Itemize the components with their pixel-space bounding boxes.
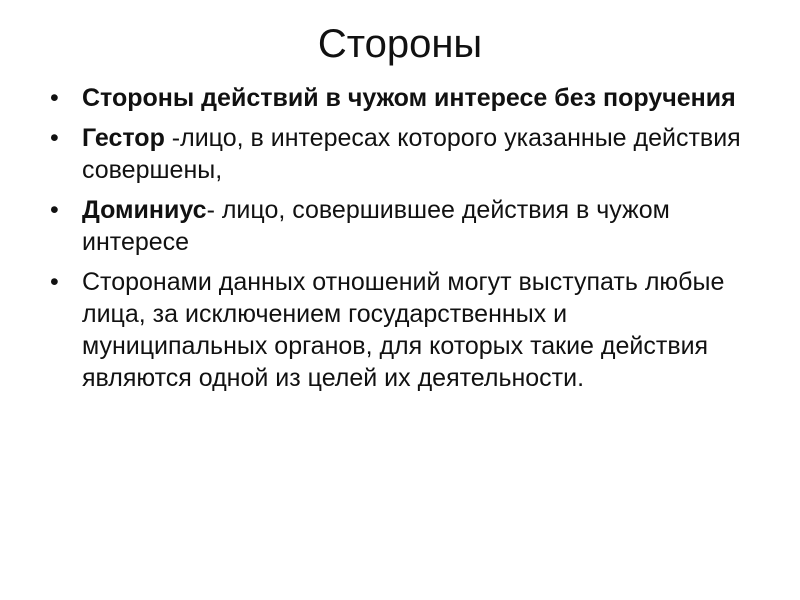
term-gestor: Гестор <box>82 124 165 152</box>
definition-dominius: - лицо, совершившее действия в чужом интересе <box>82 196 670 256</box>
bullet-icon: • <box>50 124 59 152</box>
bullet-text-parties: Стороны действий в чужом интересе без поручения <box>82 84 736 112</box>
term-dominius: Доминиус <box>82 196 207 224</box>
bullet-icon: • <box>50 196 59 224</box>
definition-gestor: -лицо, в интересах которого указанные действия совершены, <box>82 124 741 184</box>
bullet-icon: • <box>50 268 59 296</box>
bullet-item-gestor <box>48 122 758 186</box>
slide-title: Стороны <box>317 22 483 66</box>
bullet-icon: • <box>50 84 59 112</box>
bullet-item-parties <box>48 82 758 114</box>
bullet-item-dominius <box>48 194 758 258</box>
bullet-item-eligible-parties <box>48 266 758 394</box>
bullet-text-eligible-parties: Сторонами данных отношений могут выступать любые лица, за исключением государственных и муниципальных органов, для которых такие действия являются одной из целей их деятельности. <box>82 268 725 392</box>
bullet-list <box>48 82 758 402</box>
